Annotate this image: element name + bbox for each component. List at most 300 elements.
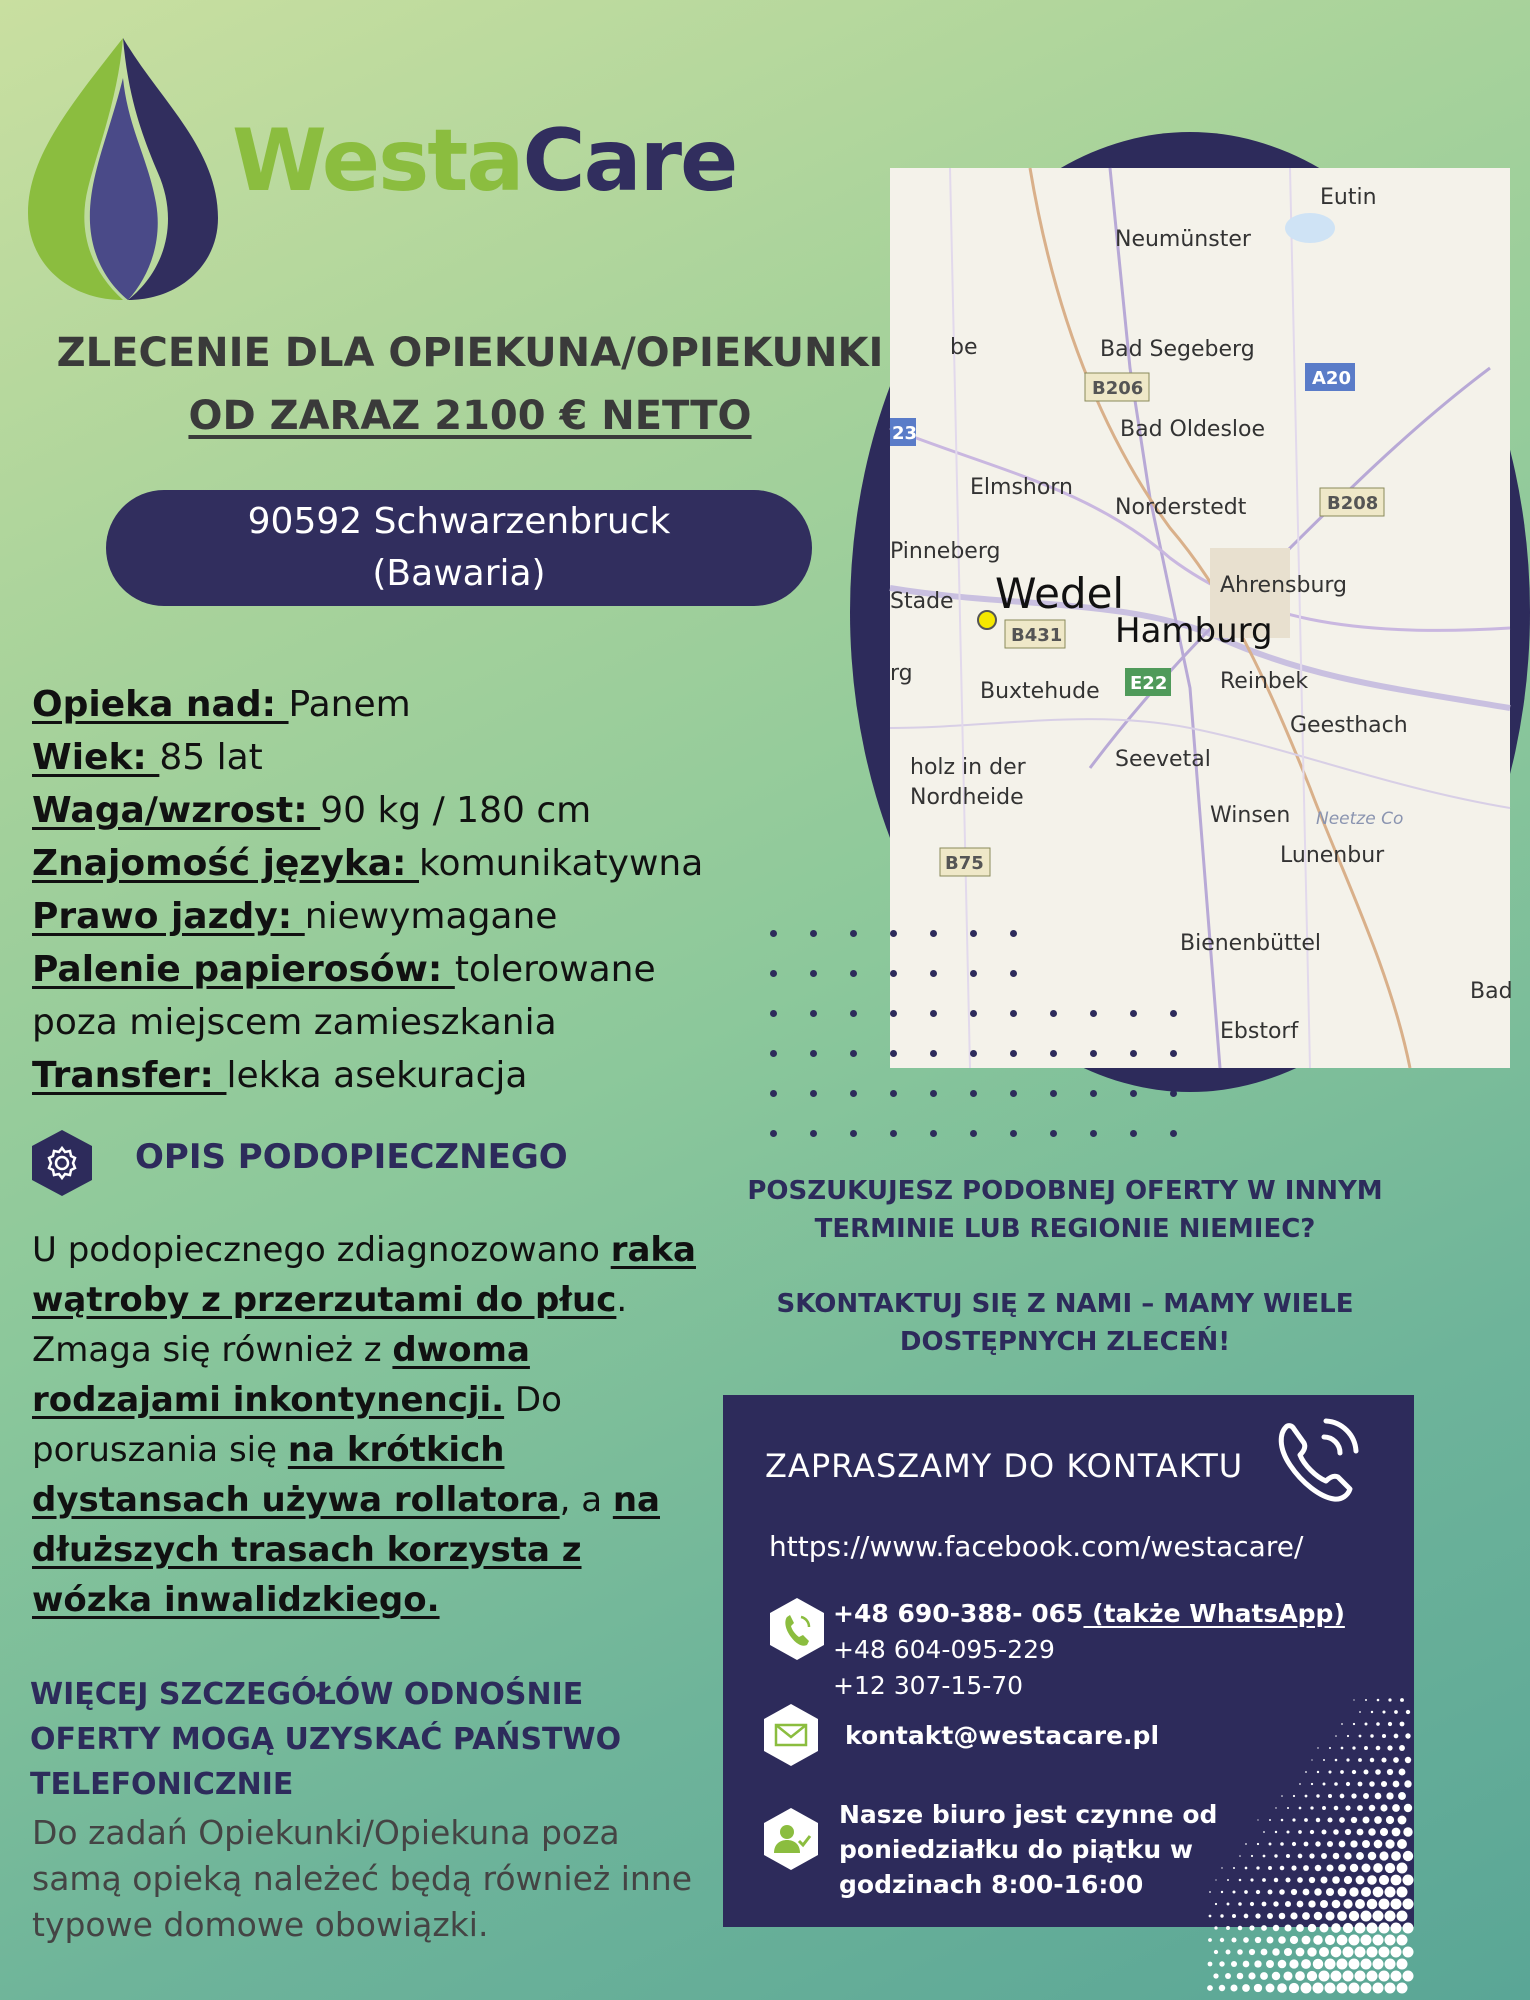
- decorative-dot: [1130, 1130, 1137, 1137]
- halftone-dot: [1379, 1875, 1389, 1885]
- halftone-dot: [1291, 1865, 1296, 1870]
- halftone-dot: [1243, 1961, 1250, 1968]
- halftone-dot: [1219, 1985, 1225, 1991]
- halftone-dot: [1325, 1935, 1335, 1945]
- halftone-dot: [1244, 1890, 1248, 1894]
- halftone-dot: [1399, 1769, 1406, 1776]
- phone-primary[interactable]: +48 690-388- 065 (także WhatsApp): [833, 1599, 1345, 1628]
- map-label-neetze: Neetze Co: [1316, 809, 1404, 829]
- halftone-dot: [1362, 1840, 1370, 1848]
- detail-row-driving: Prawo jazdy: niewymagane: [32, 896, 558, 937]
- map-label-bad: Bad: [1470, 979, 1513, 1004]
- halftone-dot: [1340, 1794, 1345, 1799]
- halftone-dot: [1314, 1888, 1321, 1895]
- brand-name: [232, 111, 737, 211]
- halftone-dot: [1251, 1855, 1253, 1857]
- halftone-dot: [1303, 1865, 1309, 1871]
- halftone-dot: [1316, 1794, 1319, 1797]
- halftone-dot: [1304, 1818, 1308, 1822]
- halftone-dot: [1254, 1984, 1262, 1992]
- decorative-dot: [970, 930, 977, 937]
- decorative-dot: [1010, 1010, 1017, 1017]
- halftone-dot: [1403, 1923, 1414, 1934]
- halftone-dot: [1346, 1758, 1349, 1761]
- halftone-dot: [1329, 1747, 1331, 1749]
- halftone-dot: [1332, 1900, 1341, 1909]
- map-label-nordheide: Nordheide: [910, 785, 1024, 810]
- halftone-dot: [1323, 1783, 1326, 1786]
- halftone-dot: [1403, 1971, 1414, 1982]
- halftone-dot: [1311, 1783, 1313, 1785]
- decorative-dot: [1050, 1050, 1057, 1057]
- halftone-dot: [1341, 1747, 1344, 1750]
- halftone-dot: [1356, 1852, 1364, 1860]
- halftone-dot: [1359, 1711, 1361, 1713]
- halftone-dot: [1367, 1947, 1378, 1958]
- halftone-dot: [1248, 1972, 1255, 1979]
- map-label-eutin: Eutin: [1320, 185, 1377, 210]
- halftone-dot: [1230, 1984, 1237, 1991]
- halftone-dot: [1369, 1781, 1374, 1786]
- halftone-dot: [1273, 1901, 1278, 1906]
- halftone-dot: [1239, 1879, 1242, 1882]
- decorative-dot: [1050, 1090, 1057, 1097]
- halftone-dot: [1208, 1938, 1212, 1942]
- halftone-dot: [1227, 1903, 1230, 1906]
- halftone-dot: [1314, 1912, 1322, 1920]
- halftone-dot: [1269, 1843, 1272, 1846]
- halftone-dot: [1214, 1950, 1218, 1954]
- halftone-dot: [1385, 1911, 1396, 1922]
- halftone-dot: [1263, 1831, 1265, 1833]
- decorative-dot: [1170, 1090, 1177, 1097]
- halftone-dot: [1266, 1984, 1275, 1993]
- decorative-dot: [1010, 970, 1017, 977]
- halftone-dot: [1321, 1877, 1328, 1884]
- map-label-seevetal: Seevetal: [1115, 747, 1211, 772]
- halftone-dot: [1361, 1911, 1372, 1922]
- decorative-dot: [770, 1050, 777, 1057]
- halftone-dot: [1376, 1722, 1380, 1726]
- halftone-dot: [1376, 1746, 1381, 1751]
- decorative-dot: [850, 1090, 857, 1097]
- halftone-dot: [1386, 1816, 1394, 1824]
- halftone-dot: [1243, 1937, 1249, 1943]
- map-label-lunenburg: Lunenbur: [1280, 843, 1385, 868]
- map-label-reinbek: Reinbek: [1220, 669, 1309, 694]
- halftone-dot: [1392, 1828, 1401, 1837]
- halftone-dot: [1334, 1782, 1338, 1786]
- map-road-b206: B206: [1092, 378, 1144, 399]
- map-label-bad-oldesloe: Bad Oldesloe: [1120, 417, 1266, 442]
- halftone-dot: [1355, 1899, 1365, 1909]
- halftone-dot: [1358, 1758, 1362, 1762]
- phone-call-icon: [1268, 1407, 1368, 1507]
- location-pill: [106, 490, 812, 606]
- map-label-ahrensburg: Ahrensburg: [1220, 573, 1348, 598]
- halftone-dot: [1238, 1902, 1242, 1906]
- more-details-heading: WIĘCEJ SZCZEGÓŁÓW ODNOŚNIE OFERTY MOGĄ UZYSKAĆ PAŃSTWO TELEFONICZNIE: [30, 1677, 622, 1802]
- halftone-dot: [1400, 1722, 1405, 1727]
- halftone-dot: [1350, 1840, 1357, 1847]
- halftone-dot: [1319, 1947, 1329, 1957]
- decorative-dot: [970, 1130, 977, 1137]
- halftone-dot: [1209, 1915, 1212, 1918]
- decorative-dot: [930, 970, 937, 977]
- halftone-dot: [1333, 1829, 1339, 1835]
- halftone-dot: [1399, 1745, 1405, 1751]
- halftone-dot: [1403, 1947, 1414, 1958]
- halftone-dot: [1273, 1925, 1279, 1931]
- halftone-dot: [1268, 1866, 1272, 1870]
- phone-icon: [769, 1597, 825, 1661]
- halftone-dot: [1349, 1935, 1360, 1946]
- detail-row-transfer: Transfer: lekka asekuracja: [32, 1055, 528, 1096]
- halftone-dot: [1267, 1913, 1273, 1919]
- halftone-dot: [1307, 1947, 1316, 1956]
- halftone-dot: [1323, 1759, 1325, 1761]
- decorative-dot: [930, 930, 937, 937]
- halftone-dot: [1293, 1795, 1295, 1797]
- contact-title: ZAPRASZAMY DO KONTAKTU: [765, 1447, 1244, 1485]
- halftone-dot: [1385, 1959, 1396, 1970]
- decorative-dot-grid: [770, 930, 1170, 1150]
- halftone-dot: [1250, 1902, 1254, 1906]
- map-label-wedel: Wedel: [995, 569, 1125, 618]
- halftone-dot: [1355, 1971, 1366, 1982]
- map-road-e22: E22: [1130, 673, 1168, 694]
- location-line1: 90592 Schwarzenbruck: [247, 501, 671, 542]
- halftone-dot: [1343, 1947, 1354, 1958]
- halftone-dot: [1302, 1912, 1310, 1920]
- halftone-dot: [1277, 1983, 1287, 1993]
- halftone-dot: [1268, 1890, 1273, 1895]
- halftone-dot: [1377, 1699, 1380, 1702]
- halftone-dot: [1328, 1794, 1332, 1798]
- halftone-dot: [1286, 1854, 1290, 1858]
- halftone-dot: [1385, 1863, 1395, 1873]
- halftone-dot: [1380, 1804, 1387, 1811]
- halftone-dot: [1221, 1891, 1223, 1893]
- halftone-dot: [1299, 1783, 1301, 1785]
- decorative-dot: [1050, 1010, 1057, 1017]
- halftone-dot: [1382, 1734, 1386, 1738]
- halftone-dot: [1289, 1983, 1299, 1993]
- halftone-dot: [1321, 1853, 1327, 1859]
- map-road-b75: B75: [945, 853, 984, 874]
- halftone-dot: [1325, 1959, 1336, 1970]
- halftone-dot: [1303, 1889, 1310, 1896]
- decorative-dot: [930, 1130, 937, 1137]
- halftone-dot: [1245, 1843, 1247, 1845]
- halftone-dot: [1350, 1864, 1358, 1872]
- halftone-dot: [1221, 1867, 1222, 1868]
- halftone-dot: [1255, 1913, 1260, 1918]
- decorative-dot: [850, 1050, 857, 1057]
- halftone-dot: [1280, 1842, 1284, 1846]
- halftone-dot: [1387, 1745, 1392, 1750]
- halftone-dot: [1208, 1962, 1213, 1967]
- decorative-dot: [1130, 1050, 1137, 1057]
- map-label-rg: rg: [890, 661, 913, 686]
- halftone-dot: [1397, 1863, 1408, 1874]
- offer-details: [32, 678, 732, 1102]
- halftone-dot: [1231, 1961, 1237, 1967]
- halftone-dot: [1245, 1867, 1248, 1870]
- halftone-dot: [1262, 1902, 1267, 1907]
- halftone-dot: [1405, 1757, 1411, 1763]
- decorative-dot: [890, 1090, 897, 1097]
- halftone-dot: [1317, 1747, 1318, 1748]
- decorative-dot: [850, 1130, 857, 1137]
- map-label-buxtehude: Buxtehude: [980, 679, 1100, 704]
- halftone-dot: [1296, 1924, 1304, 1932]
- halftone-dot: [1315, 1841, 1320, 1846]
- halftone-dot: [1296, 1948, 1305, 1957]
- decorative-dot: [1130, 1010, 1137, 1017]
- halftone-dot: [1283, 1971, 1292, 1980]
- halftone-dot: [1333, 1853, 1340, 1860]
- halftone-dot: [1308, 1924, 1316, 1932]
- halftone-dot: [1220, 1938, 1224, 1942]
- detail-row-smoking: Palenie papierosów: tolerowane poza miejscem zamieszkania: [32, 949, 656, 1043]
- map-label-be: be: [950, 335, 978, 360]
- halftone-dot: [1391, 1923, 1402, 1934]
- halftone-dot: [1349, 1959, 1360, 1970]
- halftone-dot: [1391, 1899, 1402, 1910]
- halftone-dot: [1310, 1806, 1313, 1809]
- halftone-dot: [1356, 1876, 1365, 1885]
- decorative-halftone: [1210, 1700, 1414, 2000]
- halftone-dot: [1328, 1770, 1331, 1773]
- halftone-dot: [1232, 1890, 1235, 1893]
- decorative-dot: [970, 1050, 977, 1057]
- phone-secondary[interactable]: +48 604-095-229: [833, 1635, 1055, 1664]
- halftone-dot: [1394, 1710, 1398, 1714]
- halftone-dot: [1361, 1863, 1370, 1872]
- halftone-dot: [1238, 1926, 1243, 1931]
- halftone-dot: [1358, 1782, 1363, 1787]
- map-label-bad-segeberg: Bad Segeberg: [1100, 337, 1255, 362]
- halftone-dot: [1285, 1901, 1291, 1907]
- halftone-dot: [1308, 1900, 1315, 1907]
- halftone-dot: [1290, 1912, 1297, 1919]
- halftone-dot: [1367, 1971, 1378, 1982]
- halftone-dot: [1301, 1959, 1311, 1969]
- halftone-dot: [1363, 1817, 1370, 1824]
- facebook-link[interactable]: https://www.facebook.com/westacare/: [769, 1530, 1304, 1563]
- halftone-dot: [1316, 1818, 1320, 1822]
- detail-row-care: Opieka nad: Panem: [32, 684, 411, 725]
- halftone-dot: [1343, 1899, 1352, 1908]
- halftone-dot: [1249, 1925, 1254, 1930]
- halftone-dot: [1393, 1757, 1399, 1763]
- halftone-dot: [1244, 1914, 1249, 1919]
- halftone-dot: [1365, 1699, 1367, 1701]
- halftone-dot: [1334, 1806, 1339, 1811]
- halftone-dot: [1320, 1924, 1329, 1933]
- halftone-dot: [1319, 1971, 1330, 1982]
- mail-icon: [763, 1703, 819, 1767]
- decorative-dot: [770, 930, 777, 937]
- halftone-dot: [1361, 1983, 1372, 1994]
- halftone-dot: [1345, 1805, 1350, 1810]
- halftone-dot: [1373, 1935, 1384, 1946]
- office-hours: Nasze biuro jest czynne od poniedziałku do piątku w godzinach 8:00-16:00: [839, 1800, 1218, 1899]
- halftone-dot: [1340, 1770, 1344, 1774]
- halftone-dot: [1403, 1875, 1414, 1886]
- decorative-dot: [930, 1050, 937, 1057]
- decorative-dot: [1170, 1130, 1177, 1137]
- halftone-dot: [1284, 1948, 1292, 1956]
- halftone-dot: [1262, 1878, 1266, 1882]
- halftone-dot: [1305, 1771, 1307, 1773]
- decorative-dot: [810, 1130, 817, 1137]
- westacare-flame-logo: [28, 38, 218, 300]
- halftone-dot: [1364, 1770, 1369, 1775]
- halftone-dot: [1373, 1959, 1384, 1970]
- halftone-dot: [1272, 1972, 1280, 1980]
- decorative-dot: [1130, 1090, 1137, 1097]
- detail-row-weight: Waga/wzrost: 90 kg / 180 cm: [32, 790, 592, 831]
- decorative-dot: [890, 930, 897, 937]
- decorative-dot: [810, 970, 817, 977]
- halftone-dot: [1339, 1841, 1346, 1848]
- halftone-dot: [1379, 1851, 1388, 1860]
- halftone-dot: [1343, 1971, 1354, 1982]
- halftone-dot: [1403, 1851, 1413, 1861]
- halftone-dot: [1257, 1843, 1259, 1845]
- decorative-dot: [890, 1010, 897, 1017]
- halftone-dot: [1337, 1983, 1348, 1994]
- halftone-dot: [1322, 1806, 1326, 1810]
- halftone-dot: [1355, 1947, 1366, 1958]
- halftone-dot: [1368, 1828, 1376, 1836]
- map-label-ebstorf: Ebstorf: [1220, 1019, 1299, 1044]
- opis-section-title: OPIS PODOPIECZNEGO: [135, 1137, 568, 1177]
- halftone-dot: [1347, 1735, 1349, 1737]
- decorative-dot: [810, 1010, 817, 1017]
- halftone-dot: [1351, 1817, 1357, 1823]
- halftone-dot: [1368, 1852, 1377, 1861]
- halftone-dot: [1209, 1891, 1211, 1893]
- halftone-dot: [1307, 1971, 1317, 1981]
- decorative-dot: [1010, 1050, 1017, 1057]
- contact-email[interactable]: kontakt@westacare.pl: [845, 1721, 1160, 1750]
- halftone-dot: [1367, 1875, 1377, 1885]
- decorative-dot: [1090, 1010, 1097, 1017]
- halftone-dot: [1313, 1935, 1322, 1944]
- halftone-dot: [1397, 1983, 1408, 1994]
- halftone-dot: [1363, 1793, 1369, 1799]
- decorative-dot: [1050, 1130, 1057, 1137]
- halftone-dot: [1299, 1807, 1302, 1810]
- halftone-dot: [1373, 1863, 1383, 1873]
- halftone-dot: [1286, 1830, 1289, 1833]
- halftone-dot: [1357, 1805, 1363, 1811]
- halftone-dot: [1361, 1935, 1372, 1946]
- halftone-dot: [1256, 1866, 1259, 1869]
- halftone-dot: [1263, 1855, 1266, 1858]
- halftone-dot: [1310, 1830, 1314, 1834]
- halftone-dot: [1281, 1795, 1283, 1797]
- halftone-dot: [1297, 1877, 1303, 1883]
- halftone-dot: [1397, 1839, 1407, 1849]
- halftone-dot: [1215, 1879, 1216, 1880]
- halftone-dot: [1261, 1949, 1268, 1956]
- halftone-dot: [1337, 1911, 1347, 1921]
- halftone-dot: [1284, 1924, 1291, 1931]
- map-label-holz: holz in der: [910, 755, 1026, 780]
- map-label-winsen: Winsen: [1210, 803, 1291, 828]
- halftone-dot: [1326, 1864, 1333, 1871]
- halftone-dot: [1386, 1792, 1393, 1799]
- halftone-dot: [1375, 1769, 1381, 1775]
- halftone-dot: [1365, 1723, 1368, 1726]
- halftone-dot: [1337, 1935, 1348, 1946]
- halftone-dot: [1370, 1734, 1373, 1737]
- halftone-dot: [1349, 1911, 1359, 1921]
- halftone-dot: [1367, 1899, 1378, 1910]
- decorative-dot: [1170, 1050, 1177, 1057]
- halftone-dot: [1249, 1949, 1255, 1955]
- halftone-dot: [1361, 1959, 1372, 1970]
- halftone-dot: [1260, 1972, 1268, 1980]
- decorative-dot: [850, 930, 857, 937]
- halftone-dot: [1325, 1983, 1336, 1994]
- halftone-dot: [1397, 1887, 1408, 1898]
- map-road-23: 23: [892, 423, 918, 444]
- halftone-dot: [1345, 1829, 1351, 1835]
- phone-tertiary[interactable]: +12 307-15-70: [833, 1671, 1024, 1700]
- halftone-dot: [1398, 1792, 1406, 1800]
- halftone-dot: [1367, 1923, 1378, 1934]
- halftone-dot: [1278, 1960, 1287, 1969]
- map-label-hamburg: Hamburg: [1115, 611, 1273, 651]
- halftone-dot: [1352, 1770, 1356, 1774]
- halftone-dot: [1237, 1973, 1244, 1980]
- halftone-dot: [1266, 1960, 1274, 1968]
- halftone-dot: [1352, 1746, 1355, 1749]
- decorative-dot: [810, 930, 817, 937]
- halftone-dot: [1374, 1816, 1382, 1824]
- detail-row-language: Znajomość języka: komunikatywna: [32, 843, 704, 884]
- halftone-dot: [1353, 1699, 1354, 1700]
- halftone-dot: [1379, 1923, 1390, 1934]
- decorative-dot: [770, 1010, 777, 1017]
- decorative-dot: [1010, 1130, 1017, 1137]
- decorative-dot: [1010, 1090, 1017, 1097]
- halftone-dot: [1391, 1875, 1402, 1886]
- decorative-dot: [770, 1130, 777, 1137]
- halftone-dot: [1275, 1831, 1277, 1833]
- halftone-dot: [1292, 1842, 1296, 1846]
- halftone-dot: [1393, 1781, 1400, 1788]
- halftone-dot: [1388, 1698, 1391, 1701]
- halftone-dot: [1225, 1973, 1231, 1979]
- halftone-dot: [1281, 1819, 1284, 1822]
- decorative-dot: [970, 1090, 977, 1097]
- halftone-dot: [1255, 1937, 1261, 1943]
- decorative-dot: [970, 1010, 977, 1017]
- halftone-dot: [1302, 1936, 1311, 1945]
- halftone-dot: [1332, 1876, 1340, 1884]
- halftone-dot: [1295, 1971, 1305, 1981]
- halftone-dot: [1385, 1935, 1396, 1946]
- halftone-dot: [1226, 1950, 1231, 1955]
- halftone-dot: [1250, 1878, 1253, 1881]
- halftone-dot: [1373, 1911, 1384, 1922]
